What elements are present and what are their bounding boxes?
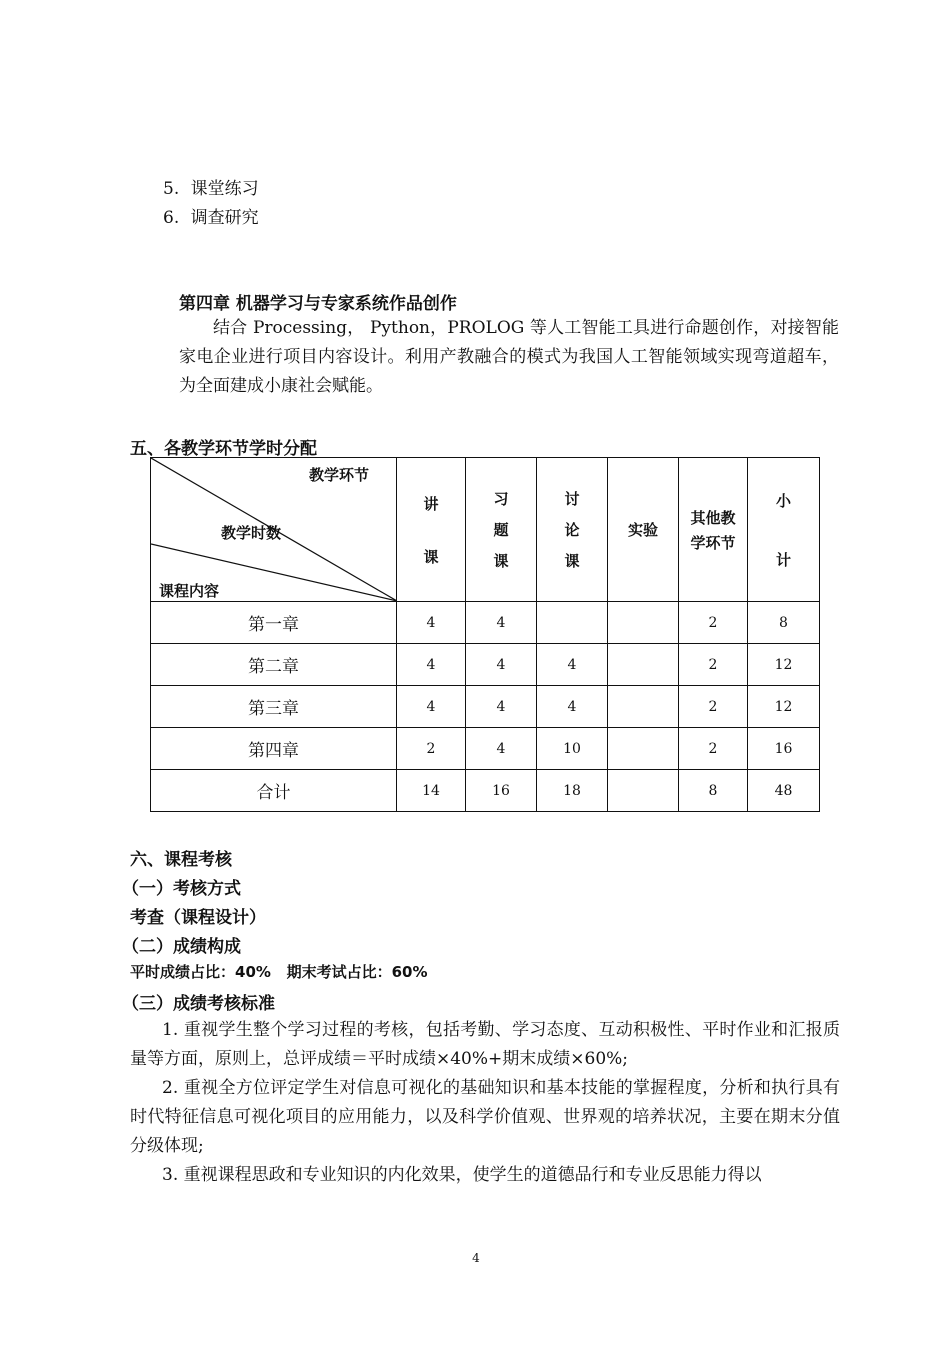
table-cell: 4 bbox=[537, 686, 608, 728]
table-cell: 4 bbox=[466, 686, 537, 728]
section-title: 五、各教学环节学时分配 bbox=[130, 439, 317, 459]
column-header: 讲 课 bbox=[397, 458, 466, 602]
table-cell: 8 bbox=[748, 602, 820, 644]
row-label: 第四章 bbox=[151, 728, 397, 770]
table-cell bbox=[608, 644, 679, 686]
row-label: 第三章 bbox=[151, 686, 397, 728]
table-cell: 4 bbox=[466, 602, 537, 644]
hours-table bbox=[150, 457, 820, 812]
corner-cell bbox=[151, 458, 397, 602]
row-label: 合计 bbox=[151, 770, 397, 812]
criteria-item: 3. 重视课程思政和专业知识的内化效果，使学生的道德品行和专业反思能力得以 bbox=[162, 1165, 762, 1185]
corner-middle-label: 教学时数 bbox=[221, 524, 282, 542]
column-header: 实验 bbox=[608, 458, 679, 602]
table-cell: 4 bbox=[397, 686, 466, 728]
page-number: 4 bbox=[472, 1251, 480, 1265]
table-cell: 2 bbox=[679, 602, 748, 644]
corner-bottom-label: 课程内容 bbox=[159, 582, 220, 600]
table-cell: 2 bbox=[679, 644, 748, 686]
table-cell: 2 bbox=[679, 686, 748, 728]
list-item bbox=[163, 203, 259, 228]
table-cell: 2 bbox=[397, 728, 466, 770]
table-cell: 18 bbox=[537, 770, 608, 812]
assessment-method: 考查（课程设计） bbox=[130, 908, 266, 928]
grade-ratio: 平时成绩占比：40% 期末考试占比：60% bbox=[130, 963, 428, 981]
table-cell bbox=[608, 686, 679, 728]
table-cell: 14 bbox=[397, 770, 466, 812]
criteria-item: 1. 重视学生整个学习过程的考核，包括考勤、学习态度、互动积极性、平时作业和汇报质量等方面，原则上，总评成绩＝平时成绩×40%+期末成绩×60%; bbox=[130, 1020, 840, 1069]
table-cell bbox=[537, 602, 608, 644]
column-header: 讨 论 课 bbox=[537, 458, 608, 602]
table-row bbox=[151, 644, 820, 686]
subsection-title: （一）考核方式 bbox=[122, 879, 241, 899]
criteria-item: 2. 重视全方位评定学生对信息可视化的基础知识和基本技能的掌握程度，分析和执行具有时代特征信息可视化项目的应用能力，以及科学价值观、世界观的培养状况，主要在期末分值分级体现; bbox=[130, 1078, 840, 1156]
table-cell: 10 bbox=[537, 728, 608, 770]
table-row bbox=[151, 728, 820, 770]
column-header: 习 题 课 bbox=[466, 458, 537, 602]
column-header: 小 计 bbox=[748, 458, 820, 602]
subsection-title: （三）成绩考核标准 bbox=[122, 994, 275, 1014]
section-title: 六、课程考核 bbox=[130, 850, 232, 870]
table-row bbox=[151, 686, 820, 728]
list-number: 6. bbox=[163, 208, 180, 228]
chapter-body: 结合 Processing， Python，PROLOG 等人工智能工具进行命题创作，对接智能家电企业进行项目内容设计。利用产教融合的模式为我国人工智能领域实现弯道超车，为全面建成小康社会赋能。 bbox=[179, 318, 839, 396]
table-cell: 8 bbox=[679, 770, 748, 812]
list-item bbox=[163, 174, 259, 199]
table-cell: 4 bbox=[397, 602, 466, 644]
table-cell: 16 bbox=[748, 728, 820, 770]
row-label: 第一章 bbox=[151, 602, 397, 644]
table-cell: 4 bbox=[466, 728, 537, 770]
table-cell bbox=[608, 602, 679, 644]
table-header-row bbox=[151, 458, 820, 602]
list-text: 调查研究 bbox=[190, 208, 259, 228]
chapter-title: 第四章 机器学习与专家系统作品创作 bbox=[179, 294, 457, 314]
list-text: 课堂练习 bbox=[190, 179, 259, 199]
table-cell: 12 bbox=[748, 644, 820, 686]
table-cell: 48 bbox=[748, 770, 820, 812]
table-row bbox=[151, 602, 820, 644]
table-cell: 4 bbox=[537, 644, 608, 686]
table-cell: 2 bbox=[679, 728, 748, 770]
table-cell bbox=[608, 770, 679, 812]
corner-top-label: 教学环节 bbox=[309, 466, 370, 484]
subsection-title: （二）成绩构成 bbox=[122, 937, 241, 957]
list-number: 5. bbox=[163, 179, 180, 199]
table-cell: 16 bbox=[466, 770, 537, 812]
column-header: 其他教 学环节 bbox=[679, 458, 748, 602]
table-total-row bbox=[151, 770, 820, 812]
table-cell bbox=[608, 728, 679, 770]
row-label: 第二章 bbox=[151, 644, 397, 686]
table-cell: 4 bbox=[397, 644, 466, 686]
table-cell: 12 bbox=[748, 686, 820, 728]
table-cell: 4 bbox=[466, 644, 537, 686]
